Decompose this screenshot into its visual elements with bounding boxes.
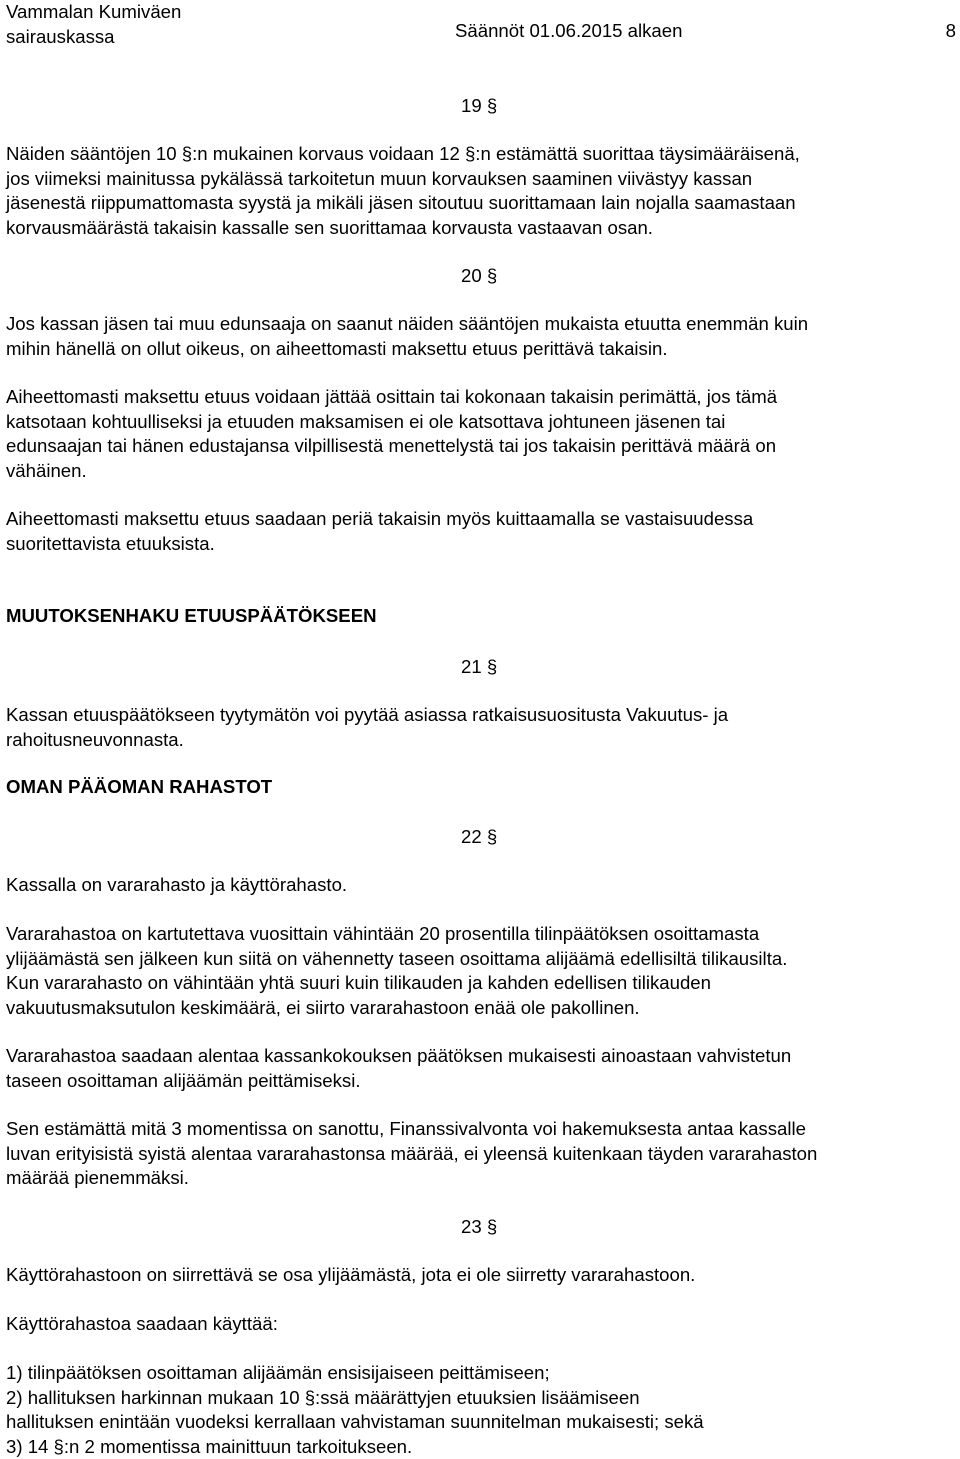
- text-line: jos viimeksi mainitussa pykälässä tarkoitetun muun korvauksen saaminen viivästyy kassan: [6, 167, 753, 189]
- text-line: jäsenestä riippumattomasta syystä ja mikäli jäsen sitoutuu suorittamaan lain nojalla saamastaan: [6, 192, 796, 213]
- text-line: suoritettavista etuuksista.: [6, 532, 215, 554]
- page-number: 8: [945, 20, 956, 41]
- section-22-heading: 22 §: [461, 826, 498, 847]
- text-line: Aiheettomasti maksettu etuus saadaan periä takaisin myös kuittaamalla se vastaisuudessa: [6, 508, 754, 529]
- text-line: Aiheettomasti maksettu etuus voidaan jättää osittain tai kokonaan takaisin perimättä, jos tämä: [6, 386, 778, 407]
- list-item: hallituksen enintään vuodeksi kerrallaan vahvistaman suunnitelman mukaisesti; sekä: [6, 1411, 704, 1432]
- text-line: ylijäämästä sen jälkeen kun siitä on vähennetty taseen osoittama alijäämä edellisiltä tilikausilta.: [6, 947, 788, 969]
- text-line: edunsaajan tai hänen edustajansa vilpillisestä menettelystä tai jos takaisin perittävä määrä on: [6, 435, 777, 456]
- text-line: vähäinen.: [6, 459, 87, 481]
- section-21-paragraph: [6, 703, 958, 752]
- organization-name-line-2: sairauskassa: [6, 25, 115, 47]
- section-23-list: [6, 1361, 958, 1459]
- section-23-paragraph-1: [6, 1263, 958, 1288]
- text-line: Käyttörahastoon on siirrettävä se osa ylijäämästä, jota ei ole siirretty vararahastoon.: [6, 1264, 696, 1285]
- text-line: mihin hänellä on ollut oikeus, on aiheettomasti maksettu etuus perittävä takaisin.: [6, 337, 668, 359]
- section-21-heading: 21 §: [461, 656, 498, 677]
- heading-oman-paaoman-rahastot: OMAN PÄÄOMAN RAHASTOT: [6, 776, 273, 797]
- section-20-paragraph-2: [6, 385, 958, 483]
- section-19-paragraph: [6, 142, 958, 240]
- section-20-heading: 20 §: [461, 265, 498, 286]
- list-item: 1) tilinpäätöksen osoittaman alijäämän ensisijaiseen peittämiseen;: [6, 1362, 550, 1383]
- list-item: 2) hallituksen harkinnan mukaan 10 §:ssä määrättyjen etuuksien lisäämiseen: [6, 1386, 640, 1408]
- organization-name-line-1: Vammalan Kumiväen: [6, 1, 182, 22]
- text-line: Vararahastoa saadaan alentaa kassankokouksen päätöksen mukaisesti ainoastaan vahvistetun: [6, 1045, 792, 1066]
- section-23-heading: 23 §: [461, 1216, 498, 1237]
- text-line: määrää pienemmäksi.: [6, 1167, 189, 1188]
- text-line: luvan erityisistä syistä alentaa vararahastonsa määrää, ei yleensä kuitenkaan täyden vararahaston: [6, 1142, 818, 1164]
- text-line: korvausmäärästä takaisin kassalle sen suorittamaa korvausta vastaavan osan.: [6, 216, 653, 238]
- text-line: rahoitusneuvonnasta.: [6, 728, 184, 750]
- section-20-paragraph-3: [6, 507, 958, 556]
- rules-date: Säännöt 01.06.2015 alkaen: [455, 20, 683, 41]
- text-line: Kun vararahasto on vähintään yhtä suuri kuin tilikauden ja kahden edellisen tilikauden: [6, 972, 711, 993]
- text-line: Näiden sääntöjen 10 §:n mukainen korvaus voidaan 12 §:n estämättä suorittaa täysimääräisenä,: [6, 143, 800, 164]
- text-line: Käyttörahastoa saadaan käyttää:: [6, 1313, 278, 1334]
- section-19-heading: 19 §: [461, 95, 498, 116]
- list-item: 3) 14 §:n 2 momentissa mainittuun tarkoitukseen.: [6, 1435, 413, 1457]
- section-22-paragraph-2: [6, 922, 958, 1020]
- section-20-paragraph-1: [6, 312, 958, 361]
- text-line: taseen osoittaman alijäämän peittämiseksi.: [6, 1069, 361, 1091]
- text-line: Kassalla on vararahasto ja käyttörahasto.: [6, 874, 348, 895]
- section-22-paragraph-3: [6, 1044, 958, 1093]
- section-23-paragraph-2: [6, 1312, 958, 1337]
- text-line: Sen estämättä mitä 3 momentissa on sanottu, Finanssivalvonta voi hakemuksesta antaa kassalle: [6, 1118, 806, 1139]
- text-line: Kassan etuuspäätökseen tyytymätön voi pyytää asiassa ratkaisusuositusta Vakuutus- ja: [6, 704, 729, 725]
- section-22-paragraph-1: [6, 873, 958, 898]
- organization-name: [6, 0, 181, 49]
- text-line: vakuutusmaksutulon keskimäärä, ei siirto vararahastoon enää ole pakollinen.: [6, 996, 640, 1018]
- page-header: [6, 0, 956, 47]
- heading-muutoksenhaku: MUUTOKSENHAKU ETUUSPÄÄTÖKSEEN: [6, 605, 377, 626]
- text-line: katsotaan kohtuulliseksi ja etuuden maksamisen ei ole katsottava johtuneen jäsenen tai: [6, 410, 726, 432]
- text-line: Jos kassan jäsen tai muu edunsaaja on saanut näiden sääntöjen mukaista etuutta enemmän kuin: [6, 313, 809, 334]
- section-22-paragraph-4: [6, 1117, 958, 1191]
- text-line: Vararahastoa on kartutettava vuosittain vähintään 20 prosentilla tilinpäätöksen osoittamasta: [6, 923, 760, 944]
